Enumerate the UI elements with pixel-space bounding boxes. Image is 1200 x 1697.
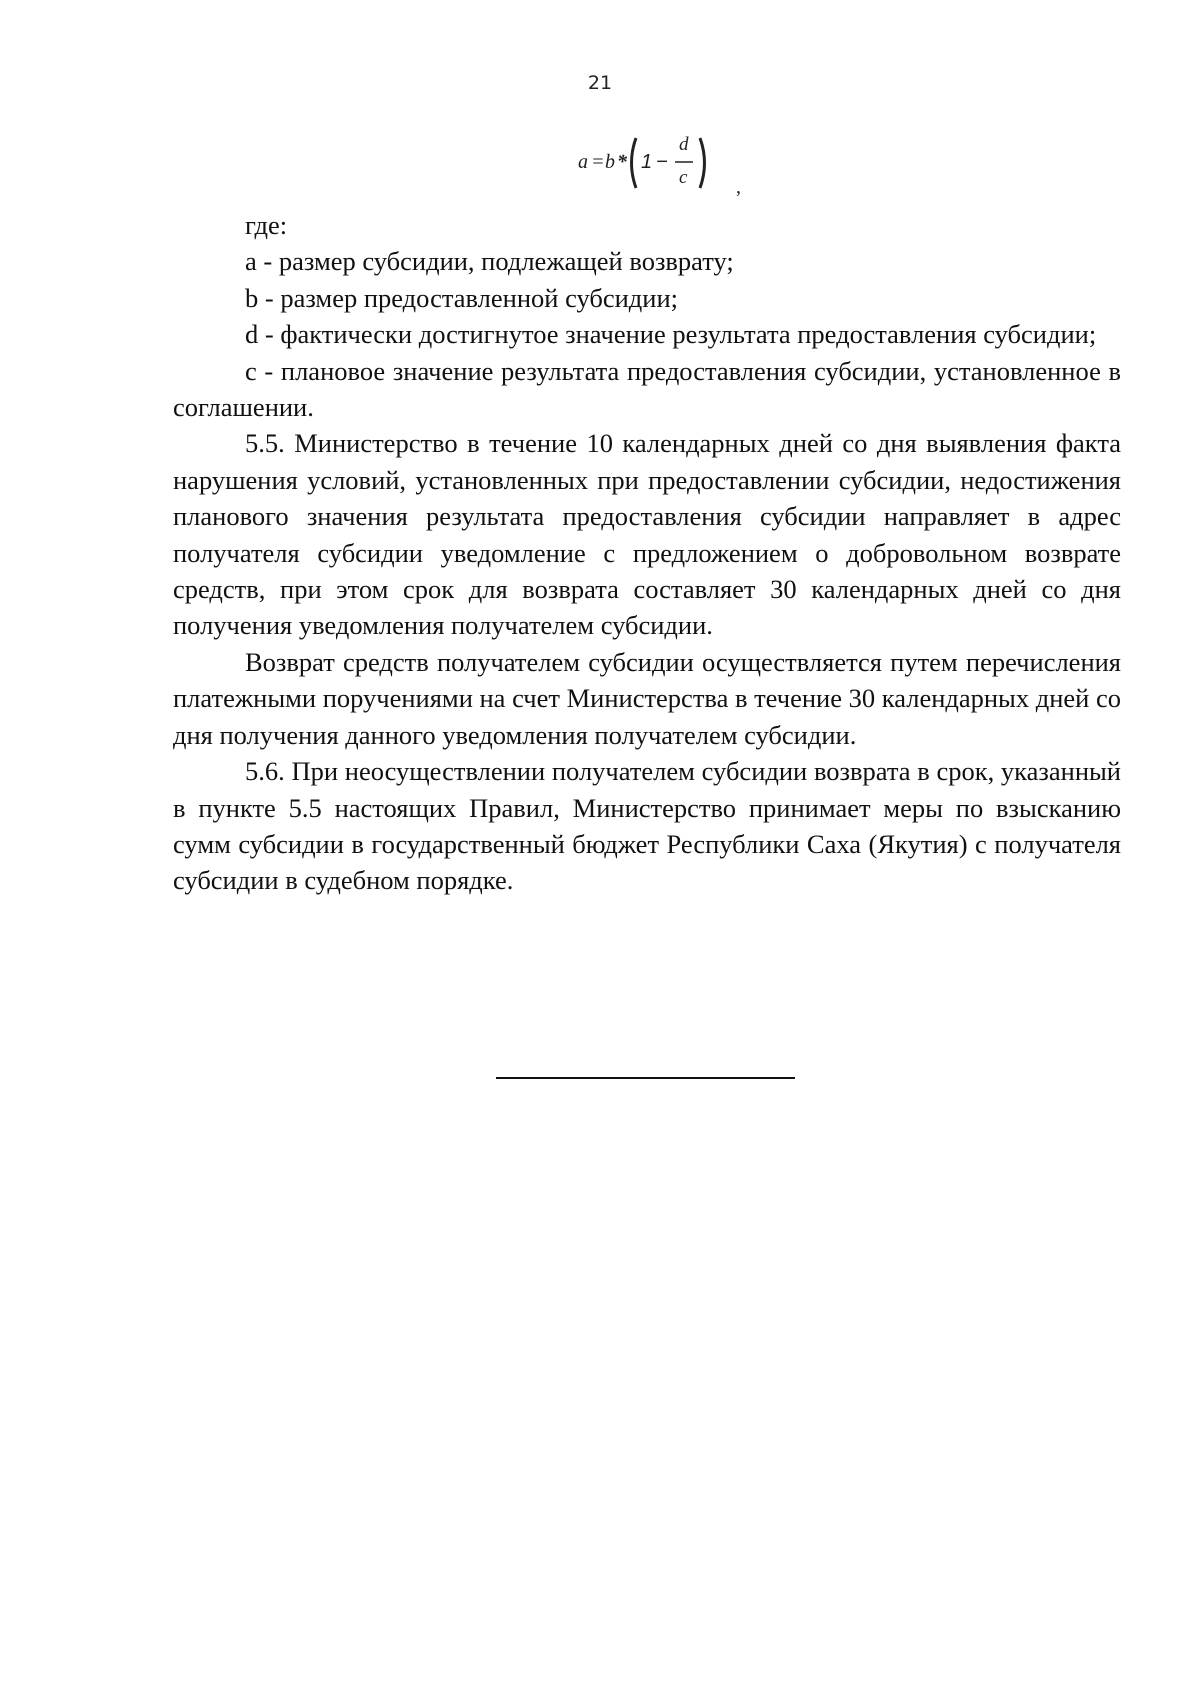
paragraph-def-d: d - фактически достигнутое значение результата предоставления субсидии; bbox=[245, 319, 1097, 350]
end-rule bbox=[496, 1077, 795, 1079]
formula bbox=[578, 128, 728, 198]
formula-comma: , bbox=[736, 176, 741, 198]
formula-denominator: c bbox=[679, 167, 688, 188]
formula-left-paren bbox=[632, 138, 637, 188]
paragraph-5-5: 5.5. Министерство в течение 10 календарных дней со дня выявления факта нарушения условий, установленных при предоставлении субсидии, недостижения планового значения результата предоставления субсидии направляет в адрес получателя субсидии уведомление с предложением о добровольном возврате средств, при этом срок для возврата составляет 30 календарных дней со дня получения уведомления получателем субсидии. bbox=[173, 428, 1121, 641]
formula-equals: = bbox=[591, 151, 605, 173]
formula-graphic bbox=[578, 128, 728, 198]
formula-b: b bbox=[605, 151, 615, 173]
formula-one: 1 bbox=[641, 151, 653, 173]
paragraph-def-b: b - размер предоставленной субсидии; bbox=[245, 282, 679, 313]
paragraph-where: где: bbox=[245, 210, 288, 240]
paragraph-def-a: а - размер субсидии, подлежащей возврату; bbox=[245, 246, 734, 277]
page-number: 21 bbox=[587, 72, 613, 94]
formula-numerator: d bbox=[679, 134, 689, 155]
paragraph-5-6: 5.6. При неосуществлении получателем субсидии возврата в срок, указанный в пункте 5.5 настоящих Правил, Министерство принимает меры по взысканию сумм субсидии в государственный бюджет Республики Саха (Якутия) с получателя субсидии в судебном порядке. bbox=[173, 756, 1121, 896]
formula-lhs: a bbox=[578, 151, 588, 173]
formula-right-paren bbox=[700, 138, 705, 188]
document-body bbox=[173, 207, 1121, 899]
formula-star: * bbox=[617, 151, 627, 173]
paragraph-refund: Возврат средств получателем субсидии осуществляется путем перечисления платежными поручениями на счет Министерства в течение 30 календарных дней со дня получения данного уведомления получателем субсидии. bbox=[173, 646, 1121, 750]
paragraph-def-c: с - плановое значение результата предоставления субсидии, установленное в соглашении. bbox=[173, 355, 1121, 423]
formula-minus: − bbox=[656, 151, 668, 173]
